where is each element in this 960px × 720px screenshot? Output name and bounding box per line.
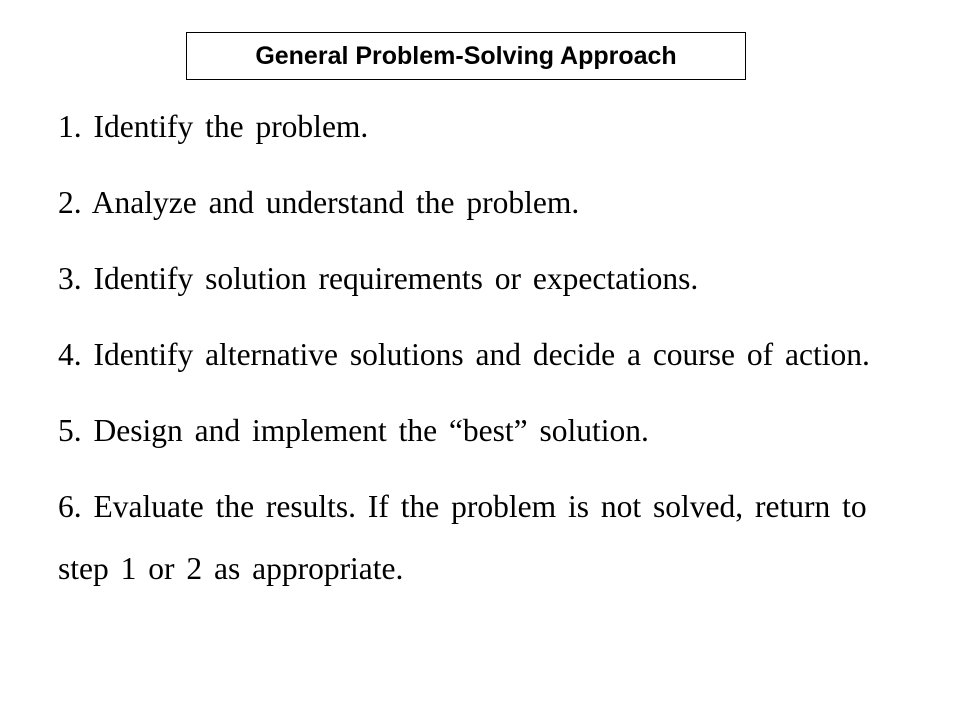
step-item-5: 5. Design and implement the “best” solution.: [58, 413, 649, 448]
step-list: [58, 96, 878, 600]
slide-title: General Problem-Solving Approach: [186, 32, 746, 80]
step-item-1: 1. Identify the problem.: [58, 109, 369, 144]
step-item-3: 3. Identify solution requirements or expectations.: [58, 261, 699, 296]
step-item-4: 4. Identify alternative solutions and decide a course of action.: [58, 337, 870, 372]
step-item-6: 6. Evaluate the results. If the problem is not solved, return to step 1 or 2 as appropriate.: [58, 489, 867, 586]
step-item-2: 2. Analyze and understand the problem.: [58, 185, 580, 220]
